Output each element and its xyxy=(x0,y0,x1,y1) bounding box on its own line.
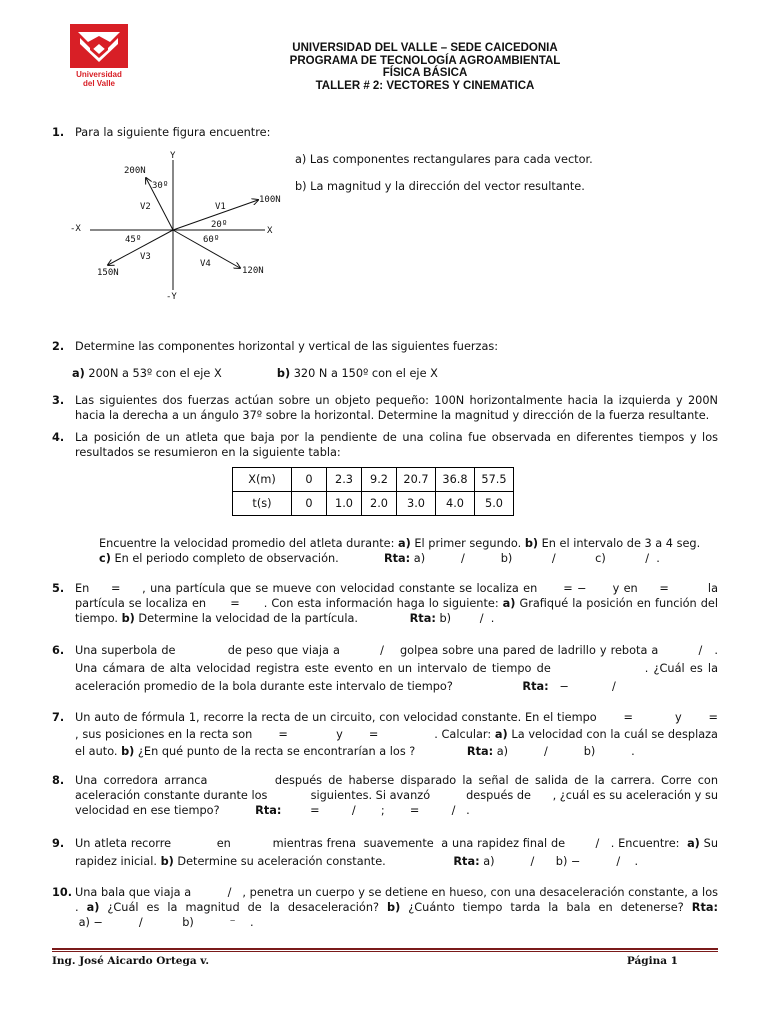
question-number: 4. xyxy=(52,431,65,444)
table-cell: X(m) xyxy=(233,468,292,492)
question-text: Determine las componentes horizontal y vertical de las siguientes fuerzas: xyxy=(75,340,499,353)
header-program: PROGRAMA DE TECNOLOGÍA AGROAMBIENTAL xyxy=(289,54,561,67)
item-a-label: a) xyxy=(72,367,85,380)
answer-text: a) − / b) ⁻ . xyxy=(75,916,254,929)
answer-text: b) / . xyxy=(439,612,495,625)
y-axis-label: Y xyxy=(170,151,176,161)
item-b-text: b) La magnitud y la dirección del vector resultante. xyxy=(295,180,585,193)
force-v1-label: 100N xyxy=(259,195,281,205)
question-number: 6. xyxy=(52,644,65,657)
logo-text-line1: Universidad xyxy=(76,70,122,79)
item-a-label: a) xyxy=(502,597,516,610)
answer-text: = / ; = / . xyxy=(285,804,470,817)
angle-60-label: 60º xyxy=(203,235,220,245)
question-number: 1. xyxy=(52,126,65,139)
item-c-text: En el periodo completo de observación. xyxy=(110,552,339,565)
question-5 xyxy=(52,581,722,626)
question-number: 2. xyxy=(52,340,65,353)
question-9 xyxy=(52,835,718,871)
table-cell: 3.0 xyxy=(397,492,436,516)
question-number: 10. xyxy=(52,886,73,899)
header-course: FÍSICA BÁSICA xyxy=(382,67,468,79)
answer-text: a) / b) . xyxy=(496,745,635,758)
answer-label: Rta: xyxy=(691,901,718,914)
question-text: La posición de un atleta que baja por la pendiente de una colina fue observada en diferentes tiempos y los resultados se resumieron en la siguiente tabla: xyxy=(75,431,718,459)
item-a-label: a) xyxy=(398,537,411,550)
force-v2-label: 200N xyxy=(124,166,146,176)
vector-v4-label: V4 xyxy=(200,259,211,269)
answer-text: − / xyxy=(552,680,616,693)
footer-page-number: Página 1 xyxy=(626,955,678,967)
item-b-text: Determine su aceleración constante. xyxy=(173,855,386,868)
answer-label: Rta: xyxy=(383,552,411,565)
logo-emblem xyxy=(70,24,128,68)
item-a-text: El primer segundo. xyxy=(410,537,525,550)
footer-divider xyxy=(52,948,718,950)
angle-45-label: 45º xyxy=(125,235,142,245)
question-4 xyxy=(52,430,718,460)
answer-label: Rta: xyxy=(453,855,480,868)
subitems-intro: Encuentre la velocidad promedio del atleta durante: xyxy=(99,537,399,550)
table-cell: t(s) xyxy=(233,492,292,516)
document-header xyxy=(240,42,610,92)
vector-v2-label: V2 xyxy=(140,202,151,212)
question-text: En = , una partícula que se mueve con velocidad constante se localiza en = − y en = la partícula se localiza en = . Con esta información haga lo siguiente: xyxy=(75,582,722,610)
question-number: 5. xyxy=(52,582,65,595)
force-v4-label: 120N xyxy=(242,266,264,276)
item-b-label: b) xyxy=(276,367,291,380)
item-a-text: Grafiqué la posición en función del tiempo. xyxy=(75,597,718,625)
item-b-text: ¿En qué punto de la recta se encontrarían a los ? xyxy=(134,745,416,758)
question-number: 9. xyxy=(52,837,65,850)
question-4-subitems xyxy=(99,536,719,566)
vector-v1-label: V1 xyxy=(215,202,226,212)
table-row xyxy=(233,492,514,516)
question-1-item-b xyxy=(295,179,715,194)
table-cell: 0 xyxy=(292,492,327,516)
question-text: Una corredora arranca después de haberse disparado la señal de salida de la carrera. Corre con aceleración constante durante los siguientes. Si avanzó después de , ¿cuál es su aceleración y su velocidad en ese tiempo? xyxy=(75,774,722,817)
university-logo xyxy=(70,24,128,88)
item-a-label: a) xyxy=(687,837,700,850)
answer-label: Rta: xyxy=(466,745,494,758)
item-b-text: ¿Cuánto tiempo tarda la bala en detenerse? xyxy=(400,901,684,914)
vector-diagram xyxy=(70,150,290,300)
x-axis-label: X xyxy=(267,226,273,236)
answer-text: a) / b) / c) / . xyxy=(413,552,660,565)
question-7 xyxy=(52,709,758,760)
position-time-table xyxy=(232,467,514,516)
table-cell: 0 xyxy=(292,468,327,492)
question-text: Un auto de fórmula 1, recorre la recta de un circuito, con velocidad constante. En el tiempo = y = , sus posiciones en la recta son = y = . Calcular: xyxy=(75,711,758,741)
item-b-label: b) xyxy=(121,745,135,758)
question-text: Para la siguiente figura encuentre: xyxy=(75,126,271,139)
question-number: 3. xyxy=(52,394,65,407)
logo-text-line2: del Valle xyxy=(82,79,116,88)
angle-30-label: 30º xyxy=(152,181,169,191)
table-cell: 2.0 xyxy=(362,492,397,516)
item-b-text: 320 N a 150º con el eje X xyxy=(290,367,438,380)
table-row xyxy=(233,468,514,492)
item-a-text: La velocidad con la cuál se desplaza el auto. xyxy=(75,728,718,758)
table-cell: 2.3 xyxy=(327,468,362,492)
item-b-label: b) xyxy=(121,612,135,625)
question-2 xyxy=(52,339,718,354)
item-a-text: ¿Cuál es la magnitud de la desaceleración? xyxy=(99,901,388,914)
question-number: 8. xyxy=(52,774,65,787)
answer-text: a) / b) − / . xyxy=(483,855,639,868)
vector-v3-label: V3 xyxy=(140,252,151,262)
table-cell: 57.5 xyxy=(475,468,514,492)
item-a-label: a) xyxy=(86,901,100,914)
question-text: Un atleta recorre en mientras frena suavemente a una rapidez final de / . Encuentre: xyxy=(75,837,688,850)
question-text: Una superbola de de peso que viaja a / golpea sobre una pared de ladrillo y rebota a / . Una cámara de alta velocidad registra este evento en un intervalo de tiempo de . ¿Cuál es la aceleración promedio de la bola durante este intervalo de tiempo? xyxy=(75,644,722,693)
force-v3-label: 150N xyxy=(97,268,119,278)
item-a-text: Su rapidez inicial. xyxy=(75,837,718,868)
answer-label: Rta: xyxy=(409,612,436,625)
item-a-label: a) xyxy=(494,728,508,741)
table-cell: 9.2 xyxy=(362,468,397,492)
neg-y-axis-label: -Y xyxy=(166,292,177,300)
answer-label: Rta: xyxy=(522,680,549,693)
answer-label: Rta: xyxy=(255,804,282,817)
question-1 xyxy=(52,125,718,140)
neg-x-axis-label: -X xyxy=(70,224,81,234)
angle-20-label: 20º xyxy=(211,220,228,230)
question-8 xyxy=(52,773,722,818)
item-b-text: En el intervalo de 3 a 4 seg. xyxy=(538,537,701,550)
question-2-items xyxy=(72,366,712,381)
item-b-label: b) xyxy=(160,855,174,868)
item-c-label: c) xyxy=(99,552,111,565)
question-text: Una bala que viaja a / , penetra un cuerpo y se detiene en hueso, con una desaceleración constante, a los . xyxy=(75,886,751,914)
item-b-label: b) xyxy=(524,537,539,550)
question-3 xyxy=(52,393,718,423)
question-text: Las siguientes dos fuerzas actúan sobre un objeto pequeño: 100N horizontalmente hacia la izquierda y 200N hacia la derecha a un ángulo 37º sobre la horizontal. Determine la magnitud y dirección de la fuerza resultante. xyxy=(75,394,718,422)
question-10 xyxy=(52,885,751,930)
table-cell: 20.7 xyxy=(397,468,436,492)
header-title: TALLER # 2: VECTORES Y CINEMATICA xyxy=(315,79,535,92)
question-6 xyxy=(52,642,722,696)
question-1-item-a xyxy=(295,152,715,167)
table-cell: 1.0 xyxy=(327,492,362,516)
table-cell: 4.0 xyxy=(436,492,475,516)
item-a-text: a) Las componentes rectangulares para cada vector. xyxy=(295,153,593,166)
item-b-label: b) xyxy=(387,901,401,914)
footer-divider-thin xyxy=(52,951,718,952)
item-b-text: Determine la velocidad de la partícula. xyxy=(134,612,358,625)
table-cell: 5.0 xyxy=(475,492,514,516)
footer-author: Ing. José Aicardo Ortega v. xyxy=(52,955,209,967)
header-university: UNIVERSIDAD DEL VALLE – SEDE CAICEDONIA xyxy=(292,42,558,54)
table-cell: 36.8 xyxy=(436,468,475,492)
item-a-text: 200N a 53º con el eje X xyxy=(84,367,222,380)
question-number: 7. xyxy=(52,711,65,724)
